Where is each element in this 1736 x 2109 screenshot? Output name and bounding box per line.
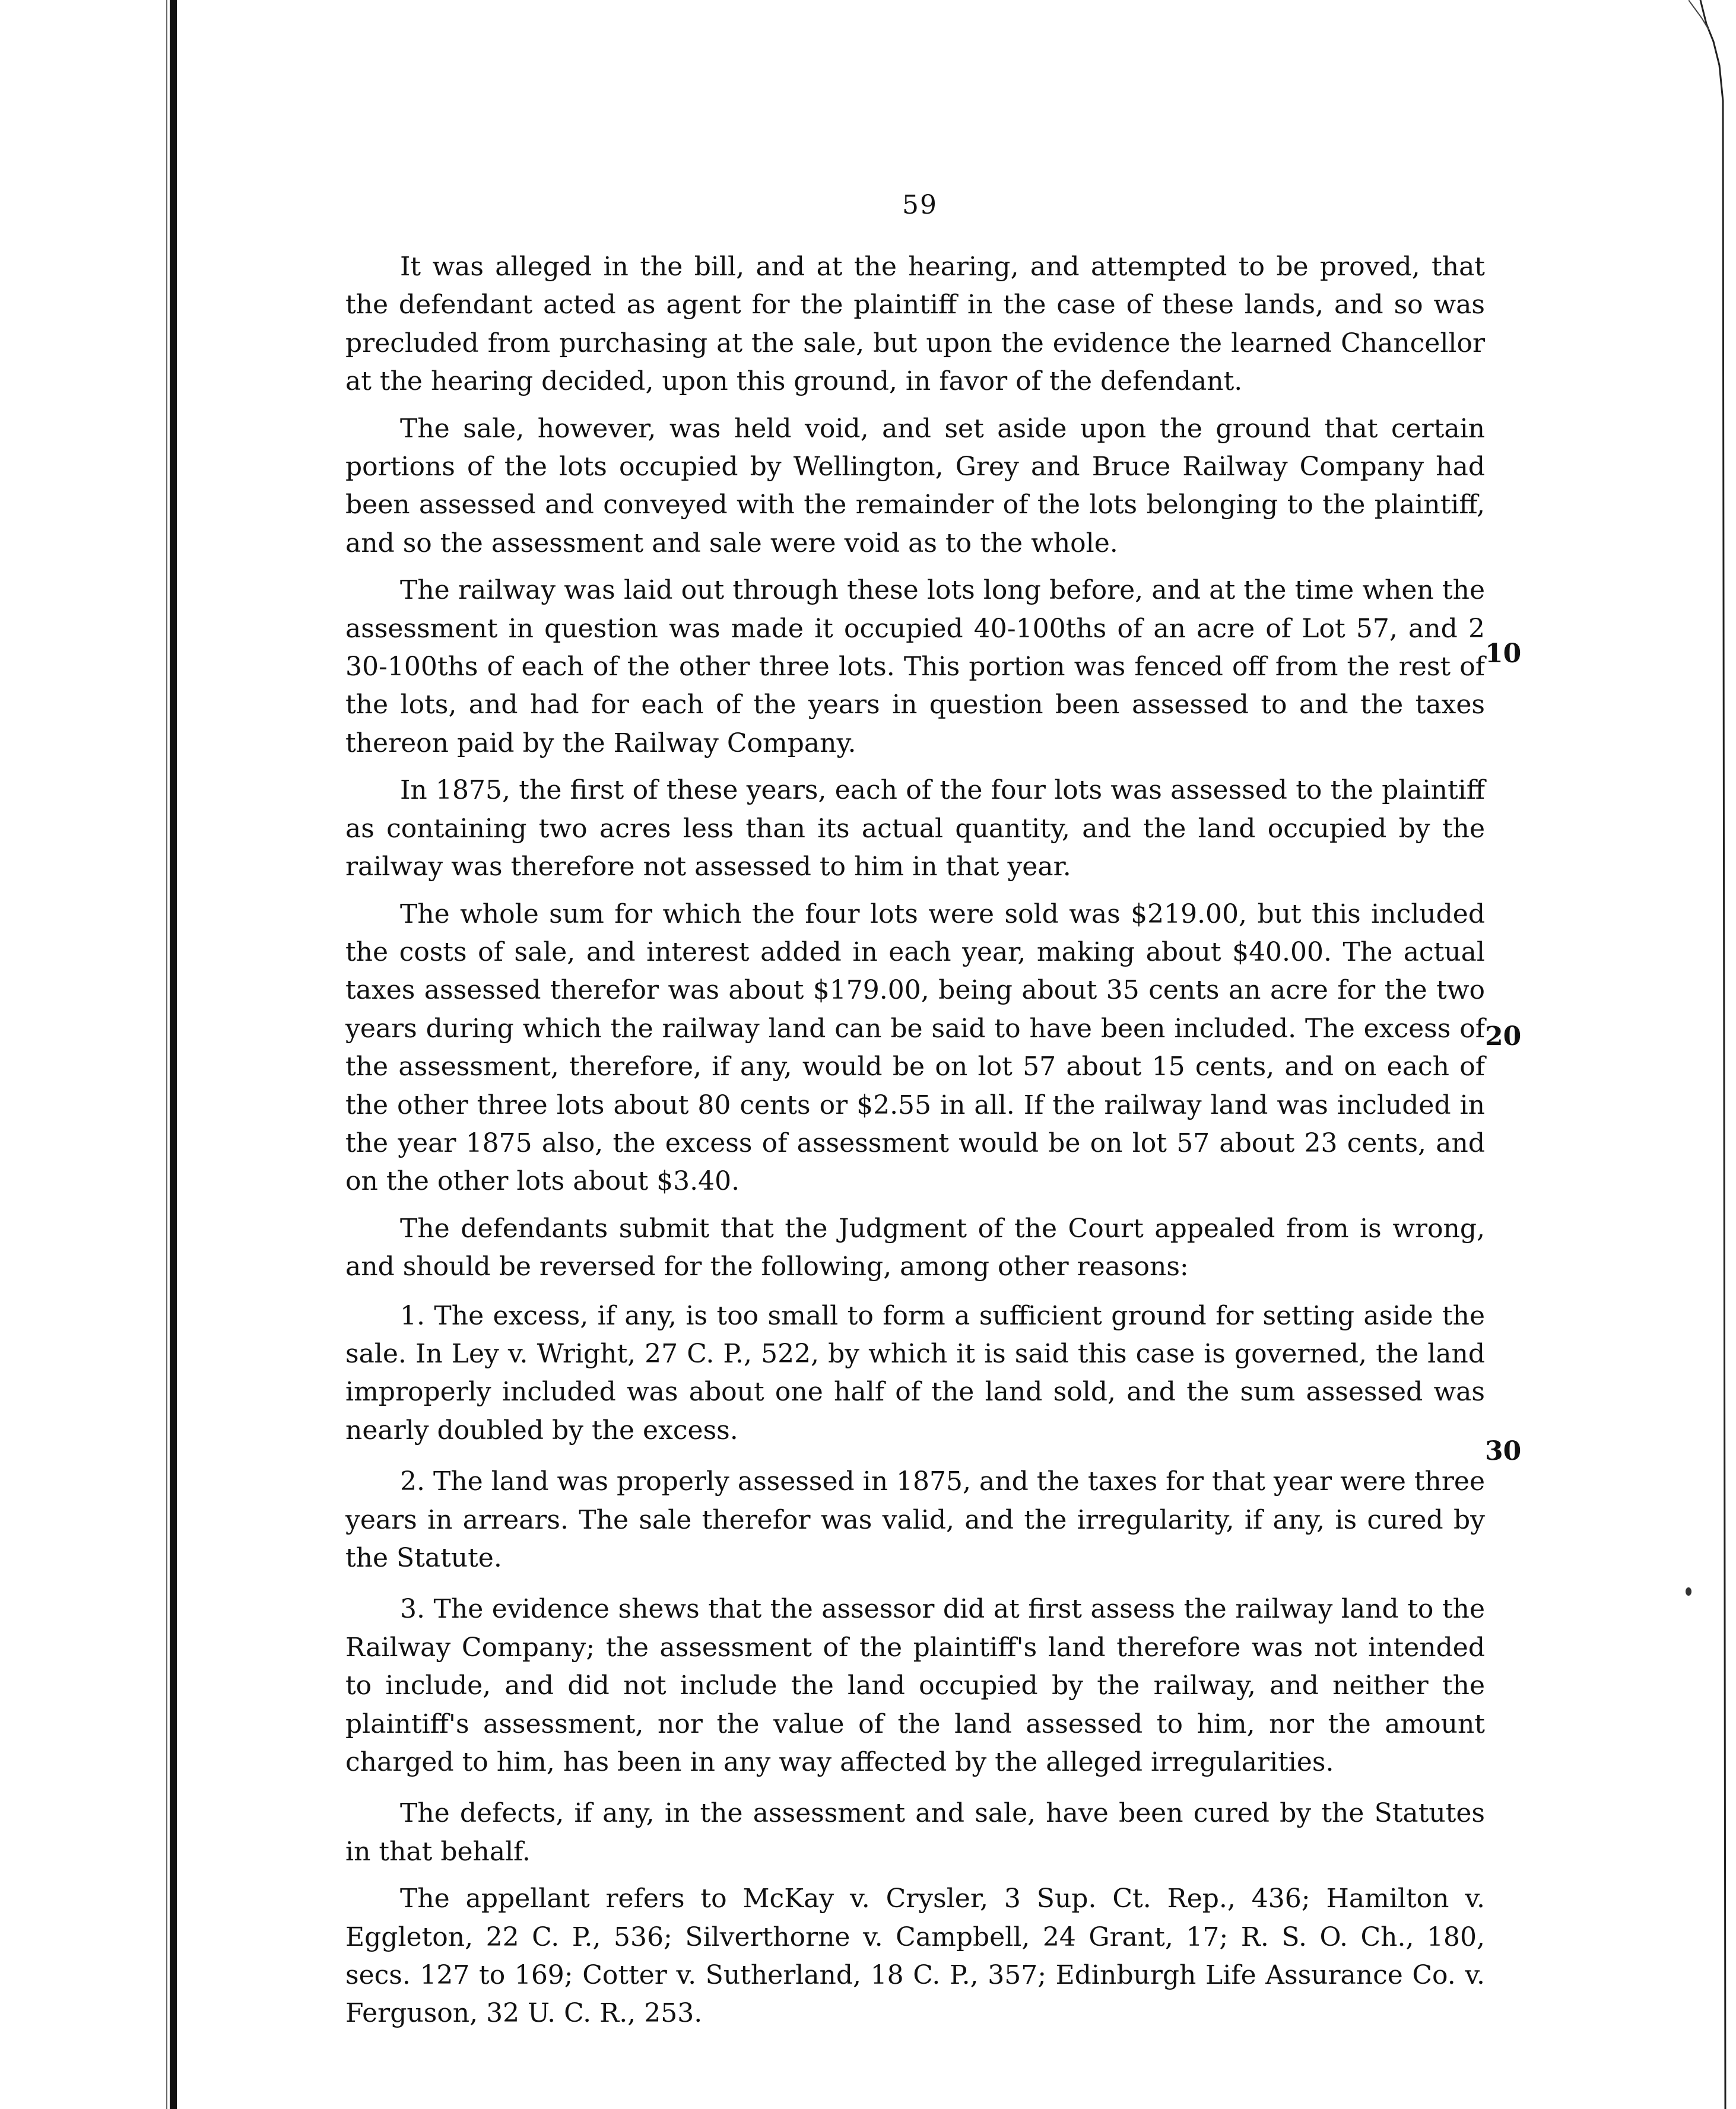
paragraph: The railway was laid out through these lots long before, and at the time when the assessment in question was made it occupied 40-100ths of an acre of Lot 57, and 2 30-100ths of each of the other three lots. This portion was fenced off from the rest of the lots, and had for each of the years in question been assessed to and the taxes thereon paid by the Railway Company.: [345, 575, 1485, 758]
page-number: 59: [902, 190, 938, 220]
paragraph: The whole sum for which the four lots were sold was $219.00, but this included the costs of sale, and interest added in each year, making about $40.00. The actual taxes assessed therefor was about $179.00, being about 35 cents an acre for the two years during which the railway land can be said to have been included. The excess of the assessment, therefore, if any, would be on lot 57 about 15 cents, and on each of the other three lots about 80 cents or $2.55 in all. If the railway land was included in the year 1875 also, the excess of assessment would be on lot 57 about 23 cents, and on the other lots about $3.40.: [345, 898, 1485, 1197]
binding-edge: [170, 0, 177, 2109]
margin-line-number: 10: [1485, 639, 1522, 669]
paragraph: The appellant refers to McKay v. Crysler, 3 Sup. Ct. Rep., 436; Hamilton v. Eggleton, 22 C. P., 536; Silverthorne v. Campbell, 24 Grant, 17; R. S. O. Ch., 180, secs. 127 to 169; Cotter v. Sutherland, 18 C. P., 357; Edinburgh Life Assurance Co. v. Ferguson, 32 U. C. R., 253.: [345, 1884, 1485, 2029]
binding-edge-shadow: [166, 0, 167, 2109]
paragraph: It was alleged in the bill, and at the hearing, and attempted to be proved, that the defendant acted as agent for the plaintiff in the case of these lands, and so was precluded from purchasing at the sale, but upon the evidence the learned Chancellor at the hearing decided, upon this ground, in favor of the defendant.: [345, 252, 1485, 397]
paragraph: The defects, if any, in the assessment and sale, have been cured by the Statutes in that behalf.: [345, 1798, 1485, 1867]
paragraph: The defendants submit that the Judgment of the Court appealed from is wrong, and should be reversed for the following, among other reasons:: [345, 1213, 1485, 1282]
paragraph: In 1875, the first of these years, each of the four lots was assessed to the plaintiff as containing two acres less than its actual quantity, and the land occupied by the railway was therefore not assessed to him in that year.: [345, 775, 1485, 882]
numbered-reason: 2. The land was properly assessed in 1875, and the taxes for that year were three years in arrears. The sale therefor was valid, and the irregularity, if any, is cured by the Statute.: [345, 1466, 1485, 1573]
numbered-reason: 3. The evidence shews that the assessor did at first assess the railway land to the Railway Company; the assessment of the plaintiff's land therefore was not intended to include, and did not include the land occupied by the railway, and neither the plaintiff's assessment, nor the value of the land assessed to him, nor the amount charged to him, has been in any way affected by the alleged irregularities.: [345, 1594, 1485, 1778]
body-text: [345, 248, 1485, 2042]
numbered-reason: 1. The excess, if any, is too small to form a sufficient ground for setting aside the sale. In Ley v. Wright, 27 C. P., 522, by which it is said this case is governed, the land improperly included was about one half of the land sold, and the sum assessed was nearly doubled by the excess.: [345, 1300, 1485, 1446]
margin-line-number: 30: [1485, 1436, 1522, 1466]
scan-speck: [1686, 1587, 1691, 1596]
page-curl-edge: [1689, 0, 1736, 2109]
margin-line-number: 20: [1485, 1021, 1522, 1052]
paragraph: The sale, however, was held void, and set aside upon the ground that certain portions of the lots occupied by Wellington, Grey and Bruce Railway Company had been assessed and conveyed with the remainder of the lots belonging to the plaintiff, and so the assessment and sale were void as to the whole.: [345, 413, 1485, 558]
